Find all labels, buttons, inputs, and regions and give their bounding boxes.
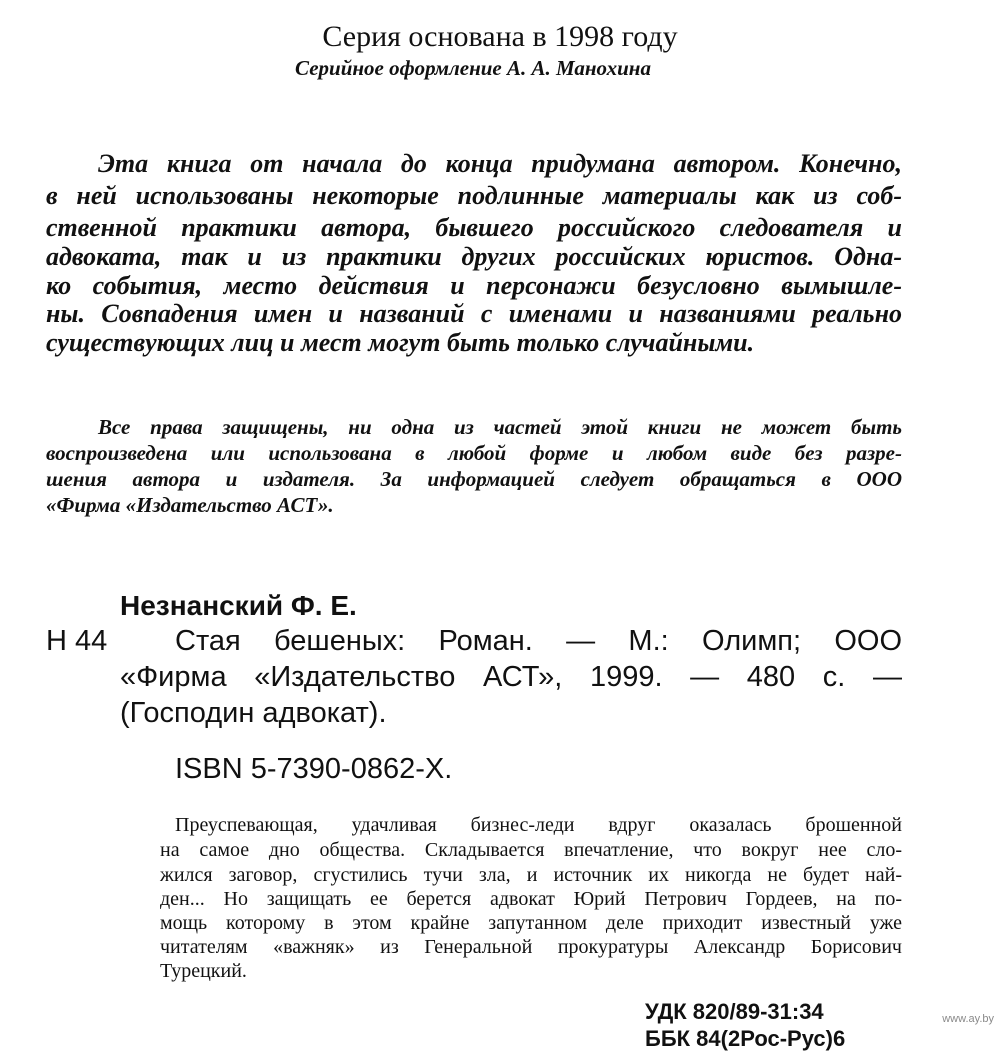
series-founded-line: Серия основана в 1998 году (322, 20, 678, 53)
notice-line: адвоката, так и из практики других российских юристов. Одна- (46, 242, 902, 271)
author-name: Незнанский Ф. Е. (120, 590, 357, 621)
annotation-line: Преуспевающая, удачливая бизнес-леди вдруг оказалась брошенной (175, 814, 902, 836)
rights-line: шения автора и издателя. За информацией следует обращаться в ООО (46, 467, 902, 491)
annotation-line: жился заговор, сгустились тучи зла, и источник их никогда не будет най- (160, 864, 902, 886)
annotation-line: читателям «важняк» из Генеральной прокуратуры Александр Борисович (160, 936, 902, 958)
notice-line: Эта книга от начала до конца придумана автором. Конечно, (98, 149, 902, 178)
rights-line: «Фирма «Издательство АСТ». (46, 493, 334, 517)
biblio-line: «Фирма «Издательство АСТ», 1999. — 480 с. — (120, 661, 902, 693)
annotation-line: ден... Но защищать ее берется адвокат Юрий Петрович Гордеев, на по- (160, 888, 902, 910)
annotation-line: мощь которому в этом крайне запутанном деле приходит известный уже (160, 912, 902, 934)
notice-line: в ней использованы некоторые подлинные материалы как из соб- (46, 181, 902, 210)
bbk-code: ББК 84(2Рос-Рус)6 (645, 1026, 846, 1051)
notice-line: существующих лиц и мест могут быть только случайными. (46, 328, 755, 357)
rights-line: воспроизведена или использована в любой форме и любом виде без разре- (46, 441, 902, 465)
author-code: Н 44 (46, 625, 108, 657)
annotation-line: на самое дно общества. Складывается впечатление, что вокруг нее сло- (160, 839, 902, 861)
rights-line: Все права защищены, ни одна из частей этой книги не может быть (98, 415, 902, 439)
notice-line: ны. Совпадения имен и названий с именами и названиями реально (46, 299, 902, 328)
site-watermark: www.ay.by (942, 1013, 994, 1025)
biblio-line: Стая бешеных: Роман. — М.: Олимп; ООО (175, 625, 902, 657)
biblio-line: (Господин адвокат). (120, 697, 387, 729)
annotation-line: Турецкий. (160, 960, 247, 982)
udk-code: УДК 820/89-31:34 (645, 999, 824, 1024)
isbn: ISBN 5-7390-0862-X. (175, 753, 453, 785)
notice-line: ко события, место действия и персонажи безусловно вымышле- (46, 271, 902, 300)
series-design-credit: Серийное оформление А. А. Манохина (295, 56, 651, 80)
notice-line: ственной практики автора, бывшего российского следователя и (46, 213, 902, 242)
